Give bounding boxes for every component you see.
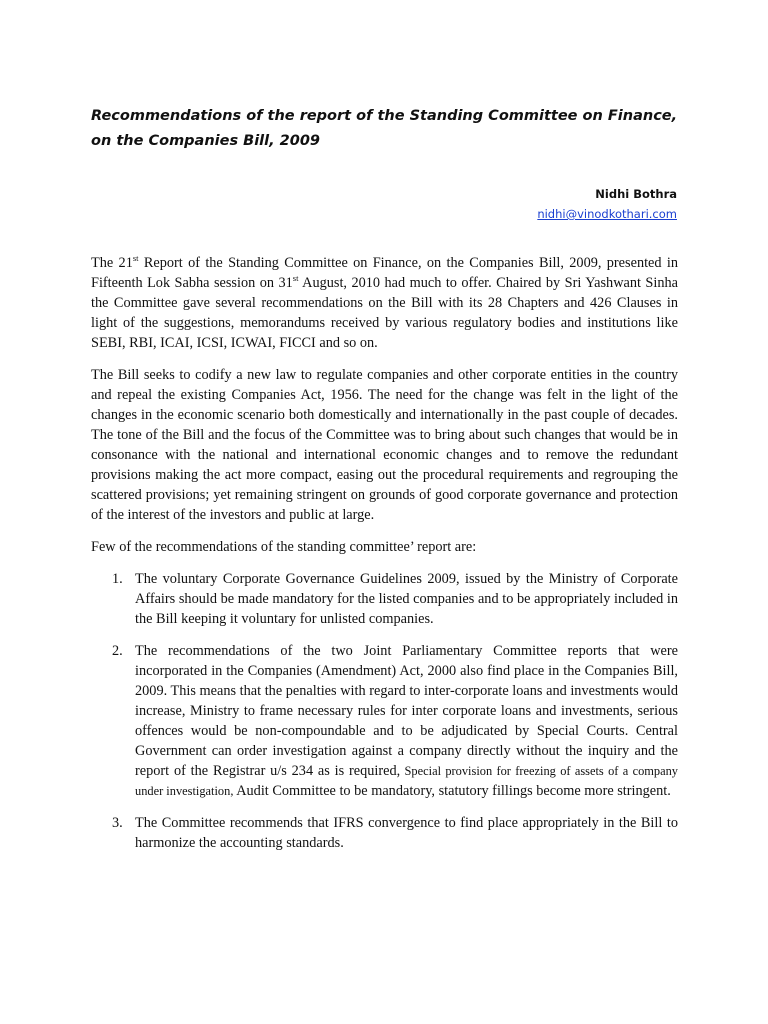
- author-email-link[interactable]: nidhi@vinodkothari.com: [537, 207, 677, 221]
- superscript-st-2: st: [292, 273, 299, 284]
- document-title: Recommendations of the report of the Standing Committee on Finance, on the Companies Bill, 2009: [91, 108, 678, 149]
- recommendations-list: [91, 569, 678, 853]
- recommendation-text-tail: Audit Committee to be mandatory, statutory fillings become more stringent.: [233, 783, 671, 799]
- recommendation-item-3: [112, 813, 678, 853]
- recommendation-text: The voluntary Corporate Governance Guidelines 2009, issued by the Ministry of Corporate Affairs should be made mandatory for the listed companies and to be appropriately included in the Bill keeping it voluntary for unlisted companies.: [135, 571, 678, 627]
- recommendation-text: The Committee recommends that IFRS convergence to find place appropriately in the Bill to harmonize the accounting standards.: [135, 815, 678, 851]
- paragraph-report-intro: [91, 253, 678, 353]
- paragraph-1-text-a: The 21: [91, 255, 133, 271]
- recommendation-item-2: [112, 641, 678, 801]
- paragraph-1-text-b: Report of the Standing Committee on Finance, on the Companies Bill, 2009, presented in Fifteenth Lok Sabha session on 31: [91, 255, 678, 291]
- recommendation-number: 1.: [112, 571, 123, 587]
- recommendation-item-1: [112, 569, 678, 629]
- author-name: Nidhi Bothra: [595, 187, 677, 201]
- document-body: [91, 253, 678, 865]
- author-block: [537, 184, 677, 224]
- recommendations-intro: Few of the recommendations of the standing committee’ report are:: [91, 539, 477, 555]
- recommendation-number: 2.: [112, 643, 123, 659]
- recommendation-number: 3.: [112, 815, 123, 831]
- paragraph-1-text-c: August, 2010 had much to offer. Chaired by Sri Yashwant Sinha the Committee gave several recommendations on the Bill with its 28 Chapters and 426 Clauses in light of the suggestions, memorandums received by various regulatory bodies and institutions like SEBI, RBI, ICAI, ICSI, ICWAI, FICCI and so on.: [91, 275, 679, 351]
- recommendation-text-small: Special provision for freezing of assets of a company under investigation,: [135, 764, 678, 798]
- paragraph-bill-purpose: The Bill seeks to codify a new law to regulate companies and other corporate entities in the country and repeal the existing Companies Act, 1956. The need for the change was felt in the light of the changes in the economic scenario both domestically and internationally in the past couple of decades. The tone of the Bill and the focus of the Committee was to bring about such changes that would be in consonance with the national and international economic changes and to remove the redundant provisions making the act more compact, easing out the procedural requirements and regrouping the scattered provisions; yet remaining stringent on grounds of good corporate governance and protection of the interest of the investors and public at large.: [91, 367, 678, 523]
- recommendation-text: The recommendations of the two Joint Parliamentary Committee reports that were incorporated in the Companies (Amendment) Act, 2000 also find place in the Companies Bill, 2009. This means that the penalties with regard to inter-corporate loans and investments would increase, Ministry to frame necessary rules for inter corporate loans and investments, serious offences would be non-compoundable and to be adjudicated by Special Courts. Central Government can order investigation against a company directly without the inquiry and the report of the Registrar u/s 234 as is required,: [135, 643, 678, 779]
- superscript-st-1: st: [132, 253, 139, 264]
